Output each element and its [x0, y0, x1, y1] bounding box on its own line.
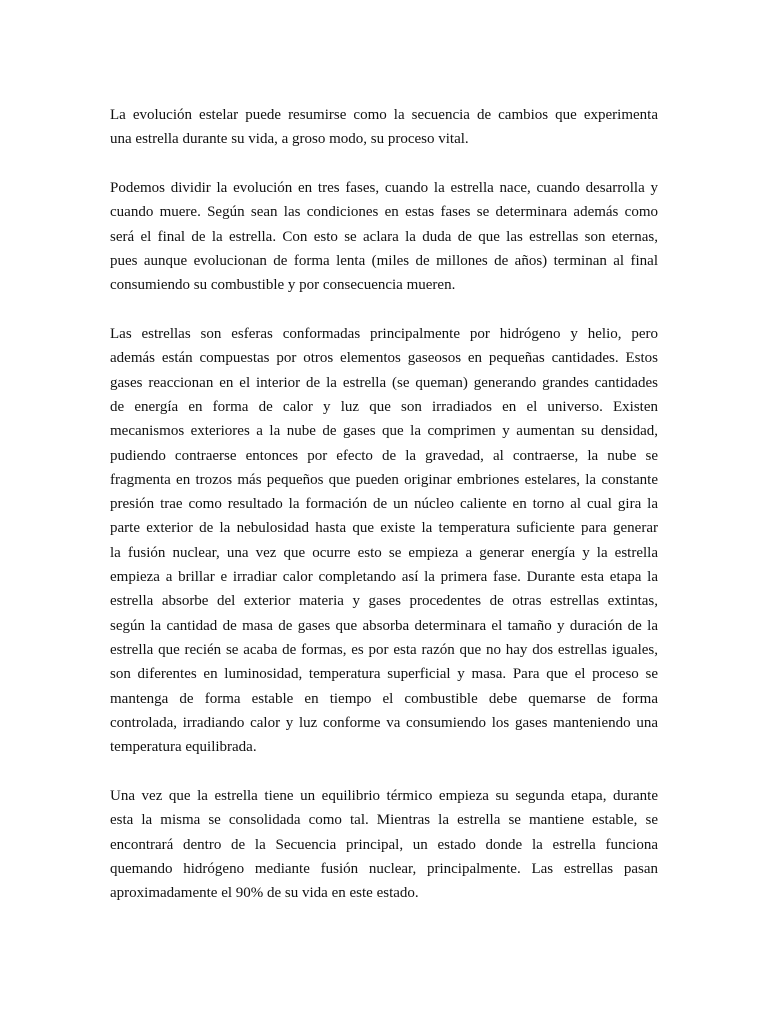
- text-line: cuando muere. Según sean las condiciones en estas fases se determinara además como: [110, 204, 658, 221]
- text-line: además están compuestas por otros elementos gaseosos en pequeñas cantidades. Estos: [110, 350, 658, 367]
- text-line: mantenga de forma estable en tiempo el combustible debe quemarse de forma: [110, 690, 658, 707]
- text-line: Una vez que la estrella tiene un equilibrio térmico empieza su segunda etapa, durante: [110, 787, 658, 804]
- text-line: Podemos dividir la evolución en tres fases, cuando la estrella nace, cuando desarrolla y: [110, 180, 658, 197]
- paragraph-main-sequence: [110, 784, 658, 905]
- text-line: una estrella durante su vida, a groso modo, su proceso vital.: [110, 131, 469, 148]
- text-line: la fusión nuclear, una vez que ocurre esto se empieza a generar energía y la estrella: [110, 544, 658, 561]
- text-line: esta la misma se consolidada como tal. Mientras la estrella se mantiene estable, se: [110, 812, 658, 829]
- text-line: aproximadamente el 90% de su vida en este estado.: [110, 885, 419, 902]
- paragraph-intro: [110, 103, 658, 152]
- text-line: gases reaccionan en el interior de la estrella (se queman) generando grandes cantidades: [110, 374, 658, 391]
- text-line: son diferentes en luminosidad, temperatura superficial y masa. Para que el proceso se: [110, 666, 658, 683]
- text-line: La evolución estelar puede resumirse como la secuencia de cambios que experimenta: [110, 107, 658, 123]
- text-line: controlada, irradiando calor y luz conforme va consumiendo los gases manteniendo una: [110, 714, 658, 731]
- text-line: pudiendo contraerse entonces por efecto de la gravedad, al contraerse, la nube se: [110, 447, 658, 464]
- paragraph-phases: [110, 176, 658, 297]
- text-line: encontrará dentro de la Secuencia principal, un estado donde la estrella funciona: [110, 836, 658, 853]
- text-line: temperatura equilibrada.: [110, 739, 257, 756]
- text-line: mecanismos exteriores a la nube de gases que la comprimen y aumentan su densidad,: [110, 423, 658, 440]
- text-line: quemando hidrógeno mediante fusión nuclear, principalmente. Las estrellas pasan: [110, 860, 658, 877]
- text-line: parte exterior de la nebulosidad hasta que existe la temperatura suficiente para generar: [110, 520, 658, 537]
- text-line: presión trae como resultado la formación de un núcleo caliente en torno al cual gira la: [110, 496, 658, 513]
- text-line: consumiendo su combustible y por consecuencia mueren.: [110, 277, 456, 294]
- paragraph-composition: [110, 322, 658, 759]
- text-line: según la cantidad de masa de gases que absorba determinara el tamaño y duración de la: [110, 617, 658, 634]
- text-line: fragmenta en trozos más pequeños que pueden originar embriones estelares, la constante: [110, 471, 658, 488]
- text-line: Las estrellas son esferas conformadas principalmente por hidrógeno y helio, pero: [110, 326, 658, 343]
- text-line: estrella absorbe del exterior materia y gases procedentes de otras estrellas extintas,: [110, 593, 658, 610]
- text-line: pues aunque evolucionan de forma lenta (miles de millones de años) terminan al final: [110, 252, 658, 269]
- document-body: [110, 103, 658, 930]
- text-line: estrella que recién se acaba de formas, es por esta razón que no hay dos estrellas iguales,: [110, 641, 658, 658]
- text-line: de energía en forma de calor y luz que son irradiados en el universo. Existen: [110, 398, 658, 415]
- text-line: empieza a brillar e irradiar calor completando así la primera fase. Durante esta etapa la: [110, 569, 658, 586]
- text-line: será el final de la estrella. Con esto se aclara la duda de que las estrellas son eternas,: [110, 228, 658, 245]
